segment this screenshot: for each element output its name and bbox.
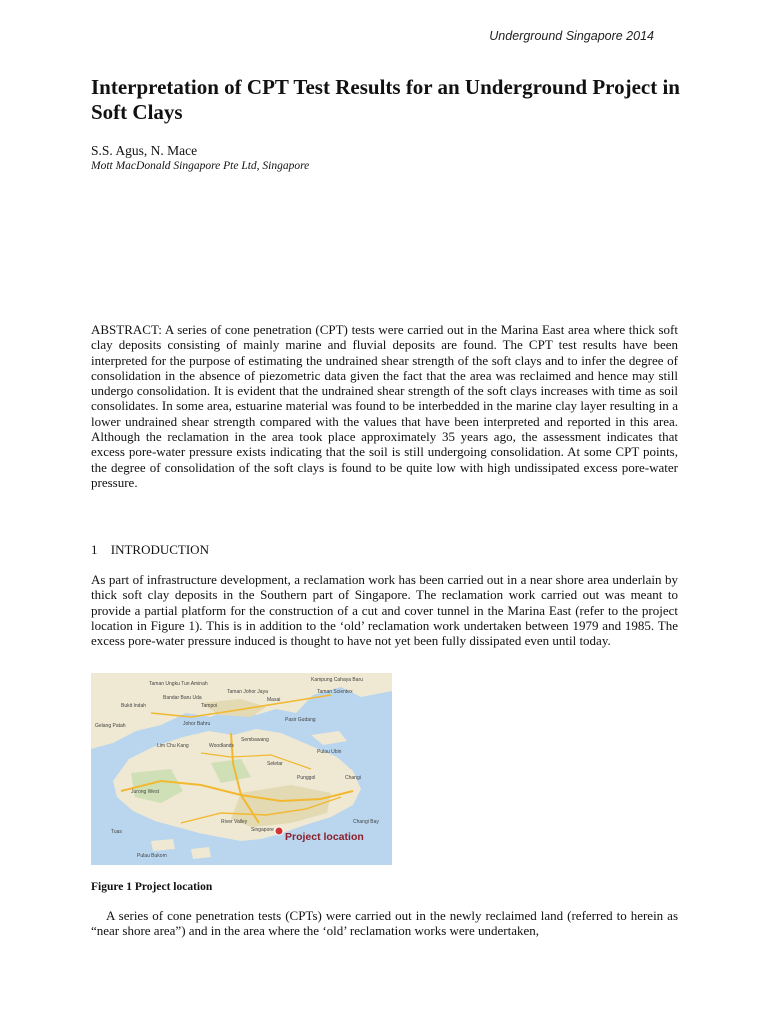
paper-title: Interpretation of CPT Test Results for an Underground Project in Soft Clays (91, 75, 680, 124)
body-paragraph: A series of cone penetration tests (CPTs) were carried out in the newly reclaimed land (referred to herein as “near shore area”) and in the area where the ‘old’ reclamation works were undertaken, (91, 908, 678, 939)
map-place-label: Lim Chu Kang (157, 743, 189, 749)
map-island-south-1 (151, 839, 175, 851)
map-place-label: Masai (267, 697, 281, 703)
map-place-label: Taman Scientex (317, 689, 353, 695)
map-place-label: Jurong West (131, 789, 159, 795)
map-place-label: Changi Bay (353, 819, 379, 825)
section-heading (91, 542, 209, 558)
paper-affiliation: Mott MacDonald Singapore Pte Ltd, Singapore (91, 160, 310, 172)
map-place-label: Woodlands (209, 743, 234, 749)
abstract-paragraph: ABSTRACT: A series of cone penetration (CPT) tests were carried out in the Marina East area where thick soft clay deposits consisting of mainly marine and fluvial deposits are found. The CPT test results have been interpreted for the purpose of estimating the undrained shear strength of the soft clays and to infer the degree of consolidation in the absence of piezometric data given the fact that the area was reclaimed and hence may still undergo consolidation. It is evident that the undrained shear strength of the soft clays increases with time as soil consolidates. In some area, estuarine material was found to be interbedded in the marine clay layer resulting in a lower undrained shear strength compared with the values that have been interpreted and reported in this area. Although the reclamation in the area took place approximately 35 years ago, the assessment indicates that excess pore-water pressure exists indicating that the soil is still undergoing consolidation. At some CPT points, the degree of consolidation of the soft clays is found to be quite low with high undissipated excess pore-water pressure. (91, 322, 678, 490)
map-place-label: Singapore (251, 827, 274, 833)
project-location-marker (275, 827, 283, 835)
map-place-label: River Valley (221, 819, 248, 825)
map-island-south-2 (191, 847, 211, 859)
section-number: 1 (91, 542, 98, 557)
project-location-map (91, 673, 392, 865)
map-place-label: Sembawang (241, 737, 269, 743)
intro-paragraph: As part of infrastructure development, a reclamation work has been carried out in a near shore area underlain by thick soft clay deposits in the Southern part of Singapore. The reclamation work carried out was meant to provide a partial platform for the construction of a cut and cover tunnel in the Marina East (refer to the project location in Figure 1). This is in addition to the ‘old’ reclamation work undertaken between 1979 and 1985. The excess pore-water pressure induced is thought to have not yet been fully dissipated even until today. (91, 572, 678, 649)
map-place-label: Taman Johor Jaya (227, 689, 268, 695)
map-place-label: Gelang Patah (95, 723, 126, 729)
map-place-label: Kampung Cahaya Baru (311, 677, 363, 683)
map-place-label: Johor Bahru (183, 721, 211, 727)
map-place-label: Pulau Ubin (317, 749, 342, 755)
map-place-label: Tuas (111, 829, 122, 835)
map-place-label: Bukit Indah (121, 703, 147, 709)
map-place-label: Tampoi (201, 703, 218, 709)
map-place-label: Punggol (297, 775, 316, 781)
map-place-label: Seletar (267, 761, 283, 767)
section-title: INTRODUCTION (110, 542, 209, 557)
map-place-label: Pulau Bukom (137, 853, 167, 859)
map-place-label: Changi (345, 775, 361, 781)
map-place-label: Bandar Baru Uda (163, 695, 202, 701)
map-svg (91, 673, 392, 865)
figure-caption: Figure 1 Project location (91, 881, 213, 893)
running-header: Underground Singapore 2014 (489, 29, 654, 43)
paper-authors: S.S. Agus, N. Mace (91, 143, 198, 158)
map-place-label: Taman Ungku Tun Aminah (149, 681, 208, 687)
map-place-label: Pasir Gudang (285, 717, 316, 723)
project-location-label: Project location (285, 831, 364, 843)
